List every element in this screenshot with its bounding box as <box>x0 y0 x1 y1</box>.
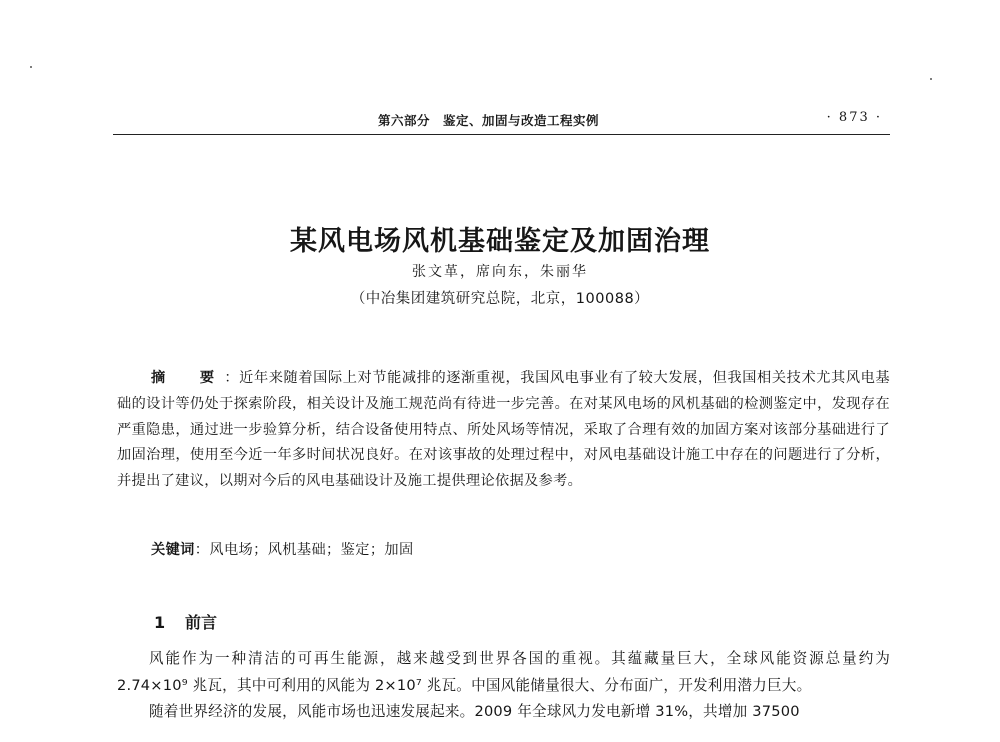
running-header <box>113 109 890 131</box>
section-title: 前言 <box>185 613 218 632</box>
abstract-label: 摘 要 <box>151 370 225 386</box>
scan-speck <box>930 78 932 80</box>
abstract <box>117 366 890 495</box>
paper-affiliation: （中冶集团建筑研究总院，北京，100088） <box>350 291 650 307</box>
body-paragraph: 风能作为一种清洁的可再生能源，越来越受到世界各国的重视。其蕴藏量巨大，全球风能资源总量约为 2.74×10⁹ 兆瓦，其中可利用的风能为 2×10⁷ 兆瓦。中国风能储量很大、分布面广，开发利用潜力巨大。 <box>117 650 890 694</box>
paper-authors: 张文革，席向东，朱丽华 <box>412 264 588 280</box>
body-text <box>117 646 890 726</box>
scan-speck <box>30 66 32 68</box>
keywords-text: ：风电场；风机基础；鉴定；加固 <box>194 542 414 558</box>
section-heading-introduction <box>154 610 217 633</box>
keywords <box>151 539 414 559</box>
paper-title: 某风电场风机基础鉴定及加固治理 <box>290 226 710 257</box>
header-section-title: 第六部分 鉴定、加固与改造工程实例 <box>378 113 600 128</box>
header-rule <box>113 134 890 135</box>
body-paragraph: 随着世界经济的发展，风能市场也迅速发展起来。2009 年全球风力发电新增 31%，共增加 37500 <box>149 703 800 720</box>
section-number: 1 <box>154 613 166 632</box>
header-page-number: · 873 · <box>826 110 882 125</box>
abstract-text: ：近年来随着国际上对节能减排的逐渐重视，我国风电事业有了较大发展，但我国相关技术尤其风电基础的设计等仍处于探索阶段，相关设计及施工规范尚有待进一步完善。在对某风电场的风机基础的检测鉴定中，发现存在严重隐患，通过进一步验算分析，结合设备使用特点、所处风场等情况，采取了合理有效的加固方案对该部分基础进行了加固治理，使用至今近一年多时间状况良好。在对该事故的处理过程中，对风电基础设计施工中存在的问题进行了分析，并提出了建议，以期对今后的风电基础设计及施工提供理论依据及参考。 <box>117 370 890 490</box>
keywords-label: 关键词 <box>151 542 195 558</box>
